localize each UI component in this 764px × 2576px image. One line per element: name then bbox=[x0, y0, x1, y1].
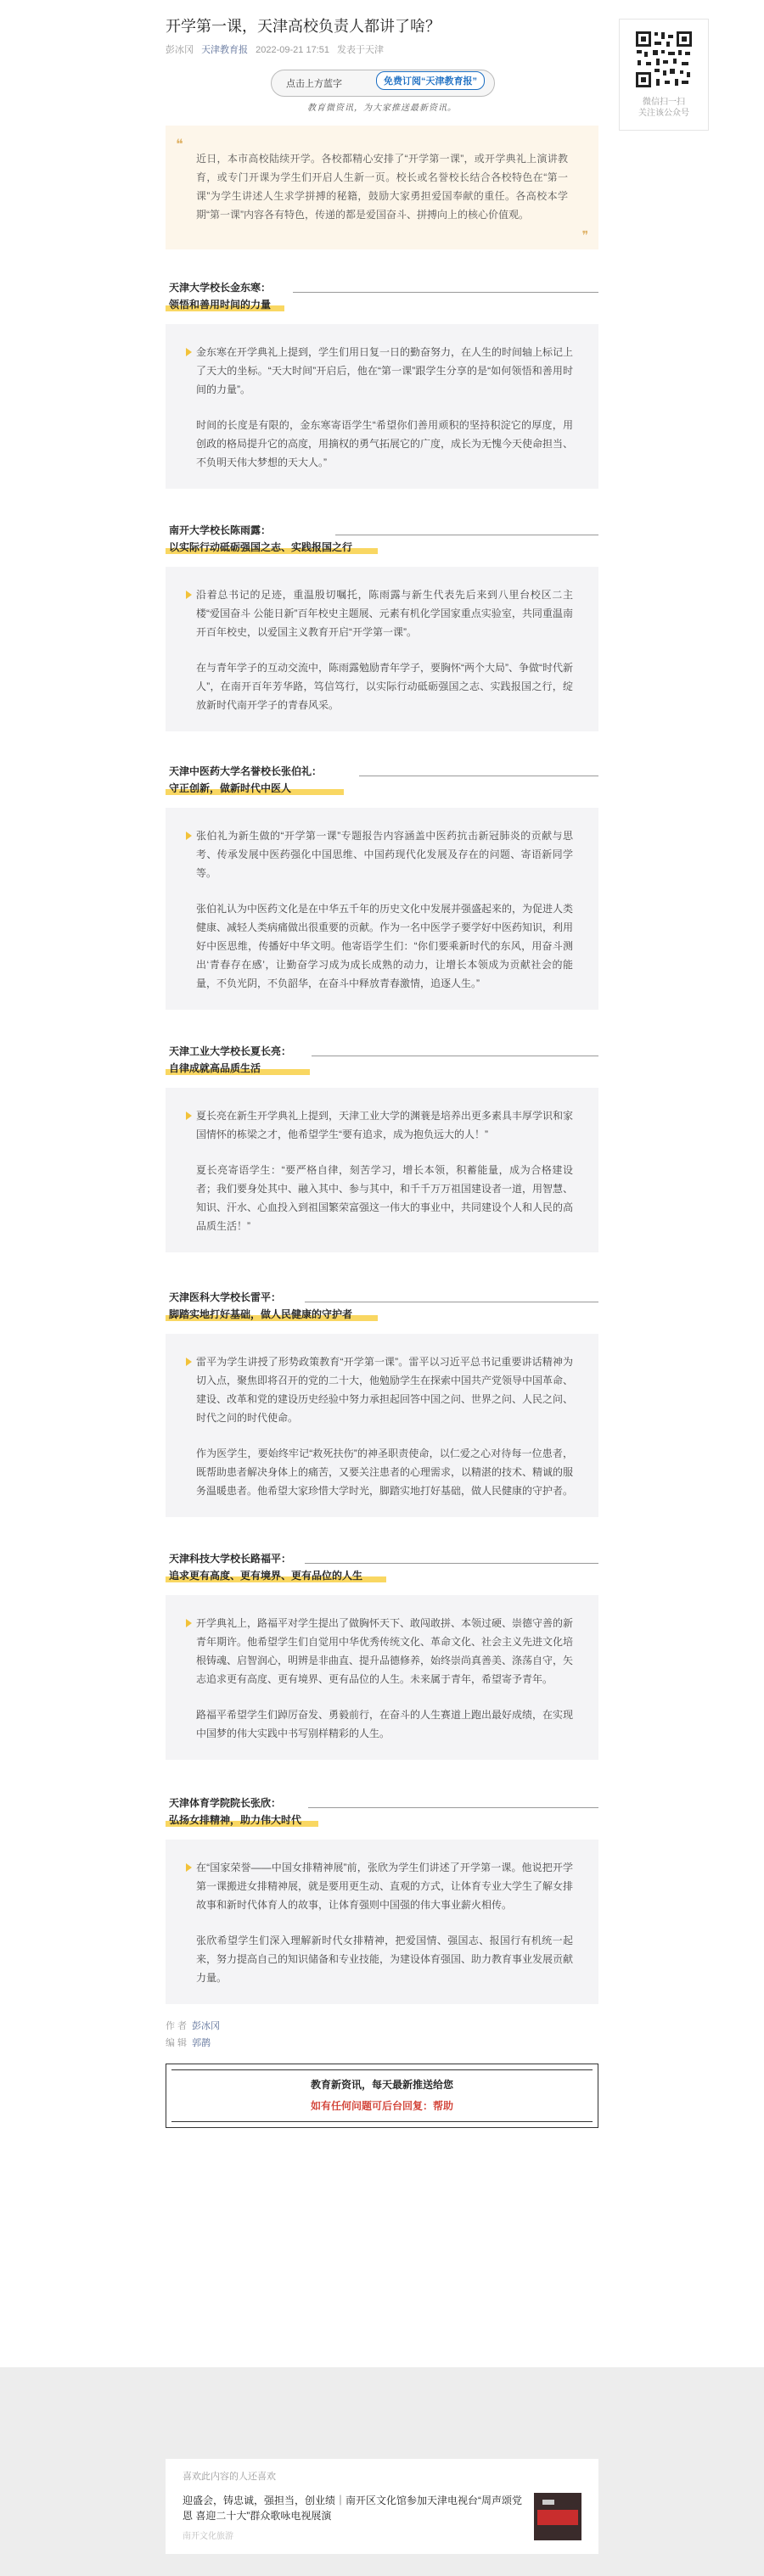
section-paragraph: 张欣希望学生们深入理解新时代女排精神，把爱国情、强国志、报国行有机统一起来，努力提高自己的知识储备和专业技能，为建设体育强国、助力教育事业发展贡献力量。 bbox=[196, 1935, 574, 1984]
recommend-source: 南开文化旅游 bbox=[183, 2532, 233, 2541]
recommend-thumbnail[interactable] bbox=[534, 2493, 581, 2540]
credit-editor: 编 辑 郭鹊 bbox=[166, 2038, 211, 2048]
triangle-bullet-icon bbox=[186, 591, 192, 599]
qr-panel bbox=[619, 19, 709, 131]
section-name: 天津大学校长金东寒： bbox=[169, 282, 272, 294]
section-paragraph: 时间的长度是有限的，金东寒寄语学生“希望你们善用顽积的坚持积淀它的厚度，用创政的格局提升它的高度，用摘权的勇气拓展它的广度，成长为无愧今天使命担当、不负明天伟大梦想的天大人。” bbox=[196, 419, 574, 468]
qr-code-icon bbox=[634, 30, 694, 89]
footer-line-2: 如有任何问题可后台回复：帮助 bbox=[310, 2100, 453, 2112]
intro-box bbox=[166, 126, 598, 249]
triangle-bullet-icon bbox=[186, 1619, 192, 1627]
footer-box-inner bbox=[171, 2069, 593, 2122]
section-body bbox=[166, 1595, 598, 1760]
section-name: 天津医科大学校长雷平： bbox=[169, 1291, 282, 1303]
thumbnail-red-banner bbox=[537, 2510, 578, 2525]
section-subtitle: 守正创新，做新时代中医人 bbox=[169, 782, 292, 794]
section-body bbox=[166, 1840, 598, 2004]
section-paragraph: 在“国家荣誉——中国女排精神展”前，张欣为学生们讲述了开学第一课。他说把开学第一课搬进女排精神展，就是要用更生动、直观的方式，让体育专业大学生了解女排故事和新时代体育人的故事，让体育强则中国强的伟大事业薪火相传。 bbox=[196, 1862, 574, 1911]
recommend-card[interactable] bbox=[166, 2459, 598, 2554]
section-subtitle: 追求更有高度、更有境界、更有品位的人生 bbox=[169, 1570, 363, 1582]
section-name: 天津科技大学校长路福平： bbox=[169, 1553, 292, 1565]
article-date: 2022-09-21 17:51 bbox=[256, 45, 329, 55]
section-header bbox=[166, 1290, 598, 1334]
section-paragraph: 沿着总书记的足迹，重温殷切嘱托，陈雨露与新生代表先后来到八里台校区二主楼“爱国奋斗 公能日新”百年校史主题展、元素有机化学国家重点实验室，共同重温南开百年校史，以爱国主义教育开启“开学第一课”。 bbox=[196, 589, 573, 638]
section-divider bbox=[293, 292, 598, 293]
sections bbox=[166, 280, 598, 2004]
footer-line-1: 教育新资讯，每天最新推送给您 bbox=[310, 2079, 453, 2091]
qr-caption-1: 微信扫一扫 bbox=[643, 98, 685, 107]
section-header bbox=[166, 764, 598, 808]
section-header bbox=[166, 523, 598, 567]
section-body bbox=[166, 1088, 598, 1252]
section-header bbox=[166, 1795, 598, 1840]
article-author: 彭冰冈 bbox=[166, 45, 194, 55]
section-6 bbox=[166, 1795, 598, 2004]
banner-follow-text[interactable]: 免费订阅“天津教育报” bbox=[376, 71, 485, 90]
banner-slogan: 教育微资讯，为大家推送最新资讯。 bbox=[307, 104, 457, 113]
recommend-title[interactable]: 迎盛会，铸忠诚，强担当，创业绩｜南开区文化馆参加天津电视台“周声颂党恩 喜迎二十大”群众歌咏电视展演 bbox=[183, 2495, 522, 2522]
section-1 bbox=[166, 523, 598, 731]
section-name: 天津工业大学校长夏长亮： bbox=[169, 1045, 292, 1057]
article bbox=[166, 0, 598, 2128]
section-subtitle: 以实际行动砥砺强国之志、实践报国之行 bbox=[169, 541, 353, 553]
section-paragraph: 作为医学生，要始终牢记“救死扶伤”的神圣职责使命，以仁爱之心对待每一位患者，既帮助患者解决身体上的痛苦，又要关注患者的心理需求，以精湛的技术、精诚的服务温暖患者。他希望大家珍惜大学时光，脚踏实地打好基础，做人民健康的守护者。 bbox=[196, 1448, 574, 1497]
section-body bbox=[166, 1334, 598, 1517]
triangle-bullet-icon bbox=[186, 348, 192, 356]
article-meta bbox=[166, 42, 598, 56]
section-divider bbox=[308, 1807, 598, 1808]
section-header bbox=[166, 1044, 598, 1088]
section-name: 南开大学校长陈雨露： bbox=[169, 524, 272, 536]
quote-open-icon: ❝ bbox=[176, 137, 183, 152]
section-body bbox=[166, 808, 598, 1010]
section-subtitle: 领悟和善用时间的力量 bbox=[169, 299, 272, 311]
section-subtitle: 自律成就高品质生活 bbox=[169, 1062, 261, 1074]
section-subtitle: 弘扬女排精神，助力伟大时代 bbox=[169, 1814, 302, 1826]
section-header bbox=[166, 1551, 598, 1595]
section-paragraph: 张伯礼认为中医药文化是在中华五千年的历史文化中发展并强盛起来的，为促进人类健康、减轻人类病痛做出很重要的贡献。作为一名中医学子要学好中医药知识，利用好中医思维，传播好中华文明。他寄语学生们：“你们要乘新时代的东风，用奋斗测出‘青春存在感’，让勤奋学习成为成长成熟的动力，让增长本领成为贡献社会的能量，不负光阴，不负韶华，在奋斗中释放青春激情，追逐人生。” bbox=[196, 903, 574, 989]
subscribe-banner[interactable] bbox=[267, 70, 497, 114]
recommend-header: 喜欢此内容的人还喜欢 bbox=[183, 2472, 276, 2482]
section-paragraph: 金东寒在开学典礼上提到，学生们用日复一日的勤奋努力，在人生的时间轴上标记上了天大的坐标。“天大时间”开启后，他在“第一课”跟学生分享的是“如何领悟和善用时间的力量”。 bbox=[196, 346, 574, 395]
section-0 bbox=[166, 280, 598, 489]
section-subtitle: 脚踏实地打好基础，做人民健康的守护者 bbox=[169, 1308, 353, 1320]
section-name: 天津中医药大学名誉校长张伯礼： bbox=[169, 765, 323, 777]
section-paragraph: 张伯礼为新生做的“开学第一课”专题报告内容涵盖中医药抗击新冠肺炎的贡献与思考、传承发展中医药强化中国思维、中国药现代化发展及存在的问题、寄语新同学等。 bbox=[196, 830, 573, 879]
section-paragraph: 路福平希望学生们踔厉奋发、勇毅前行，在奋斗的人生赛道上跑出最好成绩，在实现中国梦的伟大实践中书写别样精彩的人生。 bbox=[196, 1709, 574, 1739]
section-header bbox=[166, 280, 598, 324]
section-paragraph: 雷平为学生讲授了形势政策教育“开学第一课”。雷平以习近平总书记重要讲话精神为切入点，聚焦即将召开的党的二十大，他勉励学生在探索中国共产党领导中国革命、建设、改革和党的建设历史经验中努力承担起回答中国之问、世界之问、人民之问、时代之问的时代使命。 bbox=[196, 1356, 574, 1424]
intro-text: 近日，本市高校陆续开学。各校都精心安排了“开学第一课”，或开学典礼上演讲教育，或专门开课为学生们开启人生新一页。校长或名誉校长结合各校特色在“第一课”为学生讲述人生求学拼搏的秘籍，鼓励大家勇担爱国奉献的重任。各高校本学期“第一课”内容各有特色，传递的都是爱国奋斗、拼搏向上的核心价值观。 bbox=[196, 153, 568, 221]
credits bbox=[166, 2018, 598, 2052]
banner-left-text: 点击上方蓝字 bbox=[286, 79, 342, 89]
section-2 bbox=[166, 764, 598, 1010]
section-paragraph: 夏长亮寄语学生：“要严格自律，刻苦学习，增长本领，积蓄能量，成为合格建设者；我们要身处其中、融入其中、参与其中，和千千万万祖国建设者一道，用智慧、知识、汗水、心血投入到祖国繁荣富强这一伟大的事业中，共同建设个人和人民的高品质生活！” bbox=[196, 1164, 574, 1232]
quote-close-icon: ❞ bbox=[581, 228, 588, 242]
article-location: 发表于天津 bbox=[337, 45, 385, 55]
triangle-bullet-icon bbox=[186, 832, 192, 840]
triangle-bullet-icon bbox=[186, 1112, 192, 1120]
section-body bbox=[166, 567, 598, 731]
section-4 bbox=[166, 1290, 598, 1517]
section-paragraph: 开学典礼上，路福平对学生提出了做胸怀天下、敢闯敢拼、本领过硬、崇德守善的新青年期许。他希望学生们自觉用中华优秀传统文化、革命文化、社会主义先进文化培根铸魂、启智润心，明辨是非曲直、提升品德修养，始终崇尚真善美、涤荡自守，矢志追求更有高度、更有境界、更有品位的人生。未来属于青年，希望寄予青年。 bbox=[196, 1617, 574, 1685]
section-paragraph: 夏长亮在新生开学典礼上提到，天津工业大学的渊蓑是培养出更多素具丰厚学识和家国情怀的栋梁之才，他希望学生“要有追求，成为抱负远大的人！” bbox=[196, 1110, 574, 1140]
footer-box bbox=[166, 2064, 598, 2128]
triangle-bullet-icon bbox=[186, 1358, 192, 1366]
credit-author: 作 者 彭冰冈 bbox=[166, 2021, 221, 2031]
qr-caption-2: 关注该公众号 bbox=[638, 109, 689, 118]
article-title: 开学第一课，天津高校负责人都讲了啥？ bbox=[166, 18, 441, 35]
section-5 bbox=[166, 1551, 598, 1760]
section-divider bbox=[305, 1563, 598, 1564]
thumbnail-light-shape bbox=[542, 2500, 554, 2505]
section-body bbox=[166, 324, 598, 489]
section-3 bbox=[166, 1044, 598, 1252]
triangle-bullet-icon bbox=[186, 1863, 192, 1872]
section-paragraph: 在与青年学子的互动交流中，陈雨露勉励青年学子，要胸怀“两个大局”、争做“时代新人”，在南开百年芳华路，笃信笃行，以实际行动砥砺强国之志、实践报国之行，绽放新时代南开学子的青春风采。 bbox=[196, 662, 573, 711]
account-link[interactable]: 天津教育报 bbox=[201, 45, 249, 55]
section-name: 天津体育学院院长张欣： bbox=[169, 1797, 282, 1809]
